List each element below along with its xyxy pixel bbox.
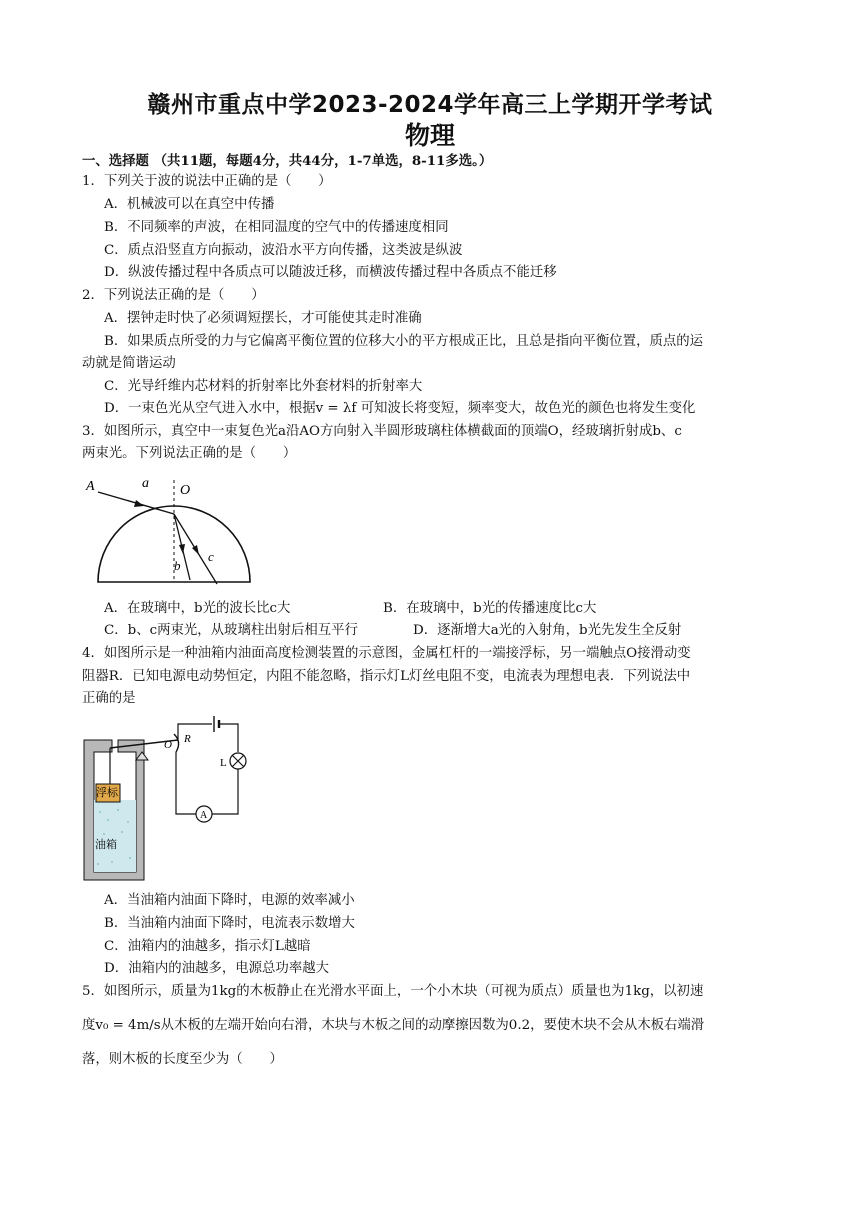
question-2-option-b: B．如果质点所受的力与它偏离平衡位置的位移大小的平方根成正比，且总是指向平衡位置，质点的运 (104, 334, 704, 349)
question-3-option-b: B．在玻璃中，b光的传播速度比c大 (383, 601, 597, 616)
ray-b-arrow-icon (179, 544, 185, 554)
question-2-option-c: C．光导纤维内芯材料的折射率比外套材料的折射率大 (104, 379, 423, 394)
label-O: O (164, 739, 172, 751)
question-3-option-a: A．在玻璃中，b光的波长比c大 (104, 601, 291, 616)
question-2-option-b-continued: 动就是简谐运动 (82, 356, 176, 371)
oil-tank-circuit-figure (78, 712, 258, 884)
label-a: a (142, 476, 149, 491)
question-2-option-a: A．摆钟走时快了必须调短摆长，才可能使其走时准确 (104, 311, 422, 326)
question-4-stem: 4．如图所示是一种油箱内油面高度检测装置的示意图，金属杠杆的一端接浮标，另一端触点O接滑动变 (82, 646, 691, 661)
question-3-option-c: C．b、c两束光，从玻璃柱出射后相互平行 (104, 623, 358, 638)
tank-label: 油箱 (95, 838, 117, 851)
question-1-option-b: B．不同频率的声波，在相同温度的空气中的传播速度相同 (104, 220, 449, 235)
question-4-stem-continued-1: 阻器R．已知电源电动势恒定，内阻不能忽略，指示灯L灯丝电阻不变，电流表为理想电表．下列说法中 (82, 669, 691, 684)
question-5-stem-continued-2: 落，则木板的长度至少为（ ） (82, 1052, 283, 1067)
question-4-option-a: A．当油箱内油面下降时，电源的效率减小 (104, 893, 355, 908)
wire-bottom (212, 769, 238, 814)
float-label: 浮标 (96, 786, 118, 799)
question-5-stem: 5．如图所示，质量为1kg的木板静止在光滑水平面上，一个小木块（可视为质点）质量也为1kg，以初速 (82, 984, 704, 999)
question-1-option-d: D．纵波传播过程中各质点可以随波迁移，而横波传播过程中各质点不能迁移 (104, 265, 557, 280)
oil-level (94, 800, 136, 872)
question-5-stem-continued-1: 度v₀ = 4m/s从木板的左端开始向右滑，木块与木板之间的动摩擦因数为0.2，要使木块不会从木板右端滑 (82, 1018, 705, 1033)
subject-title: 物理 (404, 121, 455, 150)
question-3-stem: 3．如图所示，真空中一束复色光a沿AO方向射入半圆形玻璃柱体横截面的顶端O，经玻璃折射成b、c (82, 424, 682, 439)
wire-right (219, 724, 238, 752)
label-L: L (220, 757, 227, 769)
question-4-option-c: C．油箱内的油越多，指示灯L越暗 (104, 939, 311, 954)
question-4-option-d: D．油箱内的油越多，电源总功率越大 (104, 961, 329, 976)
semicircle-refraction-figure (80, 470, 260, 588)
question-2-stem: 2．下列说法正确的是（ ） (82, 288, 265, 303)
label-c: c (208, 549, 214, 564)
label-A: A (86, 479, 95, 494)
question-4-stem-continued-2: 正确的是 (82, 691, 136, 706)
ray-a-arrow-icon (134, 500, 144, 507)
question-2-option-d: D．一束色光从空气进入水中，根据v = λf 可知波长将变短，频率变大，故色光的颜色也将发生变化 (104, 401, 696, 416)
section-heading: 一、选择题 （共11题，每题4分，共44分，1-7单选，8-11多选。） (82, 153, 493, 169)
label-O: O (180, 483, 191, 498)
question-4-option-b: B．当油箱内油面下降时，电流表示数增大 (104, 916, 355, 931)
exam-title: 赣州市重点中学2023-2024学年高三上学期开学考试 (147, 92, 713, 118)
ray-c-arrow-icon (192, 545, 199, 555)
label-R: R (184, 733, 191, 745)
question-1-stem: 1．下列关于波的说法中正确的是（ ） (82, 174, 332, 189)
question-3-option-d: D．逐渐增大a光的入射角，b光先发生全反射 (413, 623, 682, 638)
question-3-stem-continued: 两束光。下列说法正确的是（ ） (82, 446, 297, 461)
question-1-option-a: A．机械波可以在真空中传播 (104, 197, 275, 212)
wire-left (176, 752, 196, 814)
label-b: b (174, 558, 181, 573)
question-1-option-c: C．质点沿竖直方向振动，波沿水平方向传播，这类波是纵波 (104, 243, 463, 258)
ammeter-label: A (200, 810, 208, 821)
